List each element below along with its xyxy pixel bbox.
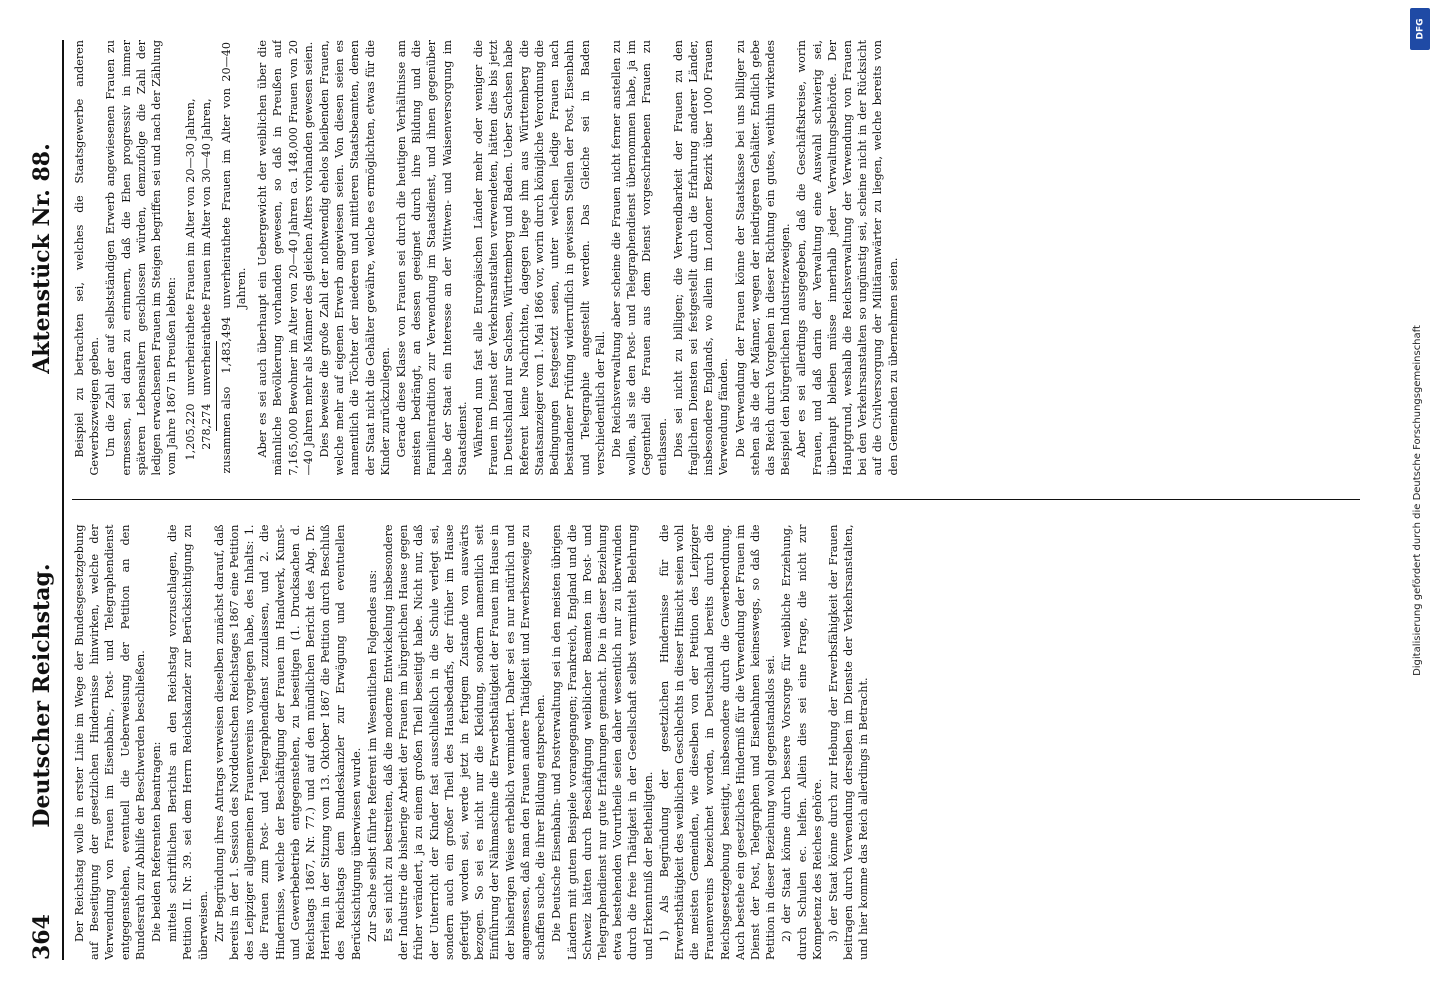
paragraph: 2) der Staat könne durch bessere Vorsorge für weibliche Erziehung, durch Schulen ec. helfen. Allein dies sei eine Frage, die nicht zur Kompetenz des Reiches gehöre.	[780, 524, 824, 960]
paragraph: Der Reichstag wolle in erster Linie im Wege der Bundesgesetzgebung auf Beseitigung der gesetzlichen Hindernisse hinwirken, welche der Verwendung von Frauen im Eisenbahn-, Post- und Telegraphendienst entgegenstehen, eventuell die Ueberweisung der Petition an den Bundesrath zur Abhilfe der Beschwerden beschließen.	[73, 524, 147, 960]
page-number: 364	[29, 914, 55, 960]
paragraph: Die Reichsverwaltung aber scheine die Frauen nicht ferner anstellen zu wollen, als sie den Post- und Telegraphendienst übernommen habe, ja im Gegentheil die Frauen aus dem Dienst vorgeschriebenen Frauen zu entlassen.	[609, 40, 669, 476]
column-left	[72, 525, 1360, 961]
table-text: unverheirathete Frauen im Alter von 30—40 Jahren,	[199, 98, 213, 396]
sum-rule	[216, 342, 217, 432]
paragraph: Die Verwendung der Frauen könne der Staatskasse bei uns billiger zu stehen als die der Männer, wegen der niedrigeren Gehälter. Endlich gebe das Reich durch Vorgehen in dieser Richtung ein gutes, weithin wirkendes Beispiel den bürgerlichen Industriezweigen.	[733, 40, 793, 476]
dfg-logo-text: DFG	[1415, 18, 1426, 40]
table-text: unverheirathete Frauen im Alter von 20—40 Jahren.	[219, 42, 249, 309]
paragraph: Dies beweise die große Zahl der nothwendig ehelos bleibenden Frauen, welche mehr auf eigenen Erwerb angewiesen seien. Von diesen seien es namentlich die Töchter der niederen und mittleren Staatsbeamten, denen der Staat nicht die Gehälter gewähre, welche es ermöglichten, etwas für die Kinder zurückzulegen.	[318, 40, 392, 476]
paragraph: Zur Sache selbst führte Referent im Wesentlichen Folgendes aus:	[365, 569, 379, 942]
table-row	[199, 40, 214, 476]
paragraph: mittels schriftlichen Berichts an den Reichstag vorzuschlagen, die Petition II. Nr. 39. sei dem Herrn Reichskanzler zur Berücksichtigung zu überweisen.	[166, 524, 210, 960]
page-header	[22, 40, 64, 960]
table-number: 278,274	[199, 403, 213, 450]
paragraph: 3) der Staat könne durch zur Hebung der Erwerbsfähigkeit der Frauen beitragen durch Verwendung derselben im Dienste der Verkehrsanstalten, und hier komme das Reich allerdings in Betracht.	[826, 524, 871, 960]
paragraph: Beispiel zu betrachten sei, welches die Staatsgewerbe anderen Gewerbszweigen geben.	[73, 40, 102, 476]
paragraph: Aber es sei allerdings ausgegeben, daß die Geschäftskreise, worin Frauen, und daß darin der Verwaltung eine Auswahl schwierig sei, überhaupt bleiben müsse innerhalb jeder Verwaltungsbehörde. Der Hauptgrund, weshalb die Reichsverwaltung der Verwendung von Frauen bei den Verkehrsanstalten so ungünstig sei, scheine nicht in der Rücksicht auf die Civilversorgung der Militäranwärter zu liegen, welche bereits von den Gemeinden zu übernehmen seien.	[795, 40, 900, 476]
paragraph: Aber es sei auch überhaupt ein Uebergewicht der weiblichen über die männliche Bevölkerung vorhanden gewesen, so daß in Preußen auf 7,165,000 Bewohner im Alter von 20—40 Jahren ca. 148,000 Frauen von 20—40 Jahren mehr als Männer des gleichen Alters vorhanden gewesen seien.	[256, 40, 315, 476]
paragraph: 1) Als Begründung der gesetzlichen Hindernisse für die Erwerbsthätigkeit des weiblichen Geschlechts in dieser Hinsicht seien wohl die meisten Gemeinden, wie dieselben von der Petition des Leipziger Frauenvereins bezeichnet worden, in Deutschland bereits durch die Reichsgesetzgebung beseitigt, insbesondere durch die Gewerbeordnung. Auch bestehe ein gesetzliches Hinderniß für die Verwendung der Frauen im Dienst der Post, Telegraphen und Eisenbahnen keineswegs, so daß die Petition in dieser Beziehung wohl gegenstandslos sei.	[657, 524, 778, 960]
statistics-table	[183, 40, 249, 476]
paragraph: Um die Zahl der auf selbstständigen Erwerb angewiesenen Frauen zu ermessen, sei daran zu erinnern, daß die Ehen progressiv in immer späteren Lebensaltern geschlossen würden, demzufolge die Zahl der ledigen erwachsenen Frauen im Steigen begriffen sei und nach der Zählung vom Jahre 1867 in Preußen lebten:	[104, 40, 179, 476]
paragraph: Dies sei nicht zu billigen; die Verwendbarkeit der Frauen zu den fraglichen Diensten sei festgestellt durch die Erfahrung anderer Länder, insbesondere Englands, wo allein im Londoner Bezirk über 1000 Frauen Verwendung fänden.	[671, 40, 731, 476]
table-number: 1,205,220	[184, 403, 198, 461]
credit-text: Digitalisierung gefördert durch die Deutsche Forschungsgemeinschaft	[1411, 324, 1423, 676]
paragraph: Die beiden Referenten beantragen:	[150, 741, 164, 942]
table-row	[183, 40, 198, 476]
table-number: 1,483,494	[219, 316, 233, 374]
text-columns	[72, 40, 1360, 960]
paragraph: Zur Begründung ihres Antrags verweisen dieselben zunächst darauf, daß bereits in der 1. Session des Norddeutschen Reichstages 1867 eine Petition des Leipziger allgemeinen Frauenvereins vorgelegen habe, des Inhalts: 1. die Frauen zum Post- und Telegraphendienst zuzulassen, und 2. die Hindernisse, welche der Beschäftigung der Frauen im Handwerk, Kunst- und Gewerbebetrieb entgegenstehen, zu beseitigen (1. Drucksachen d. Reichstags 1867, Nr. 77.) und auf den mündlichen Bericht des Abg. Dr. Herrlein in der Sitzung vom 13. Oktober 1867 die Petition durch Beschluß des Reichstags dem Bundeskanzler zur Erwägung und eventuellen Berücksichtigung überwiesen wurde.	[212, 524, 363, 960]
column-right	[72, 40, 1360, 476]
paragraph: Während nun fast alle Europäischen Länder mehr oder weniger die Frauen im Dienst der Verkehrsanstalten verwendeten, hätten dies bis jetzt in Deutschland nur Sachsen, Württemberg und Baden. Ueber Sachsen habe Referent keine Nachrichten, dagegen liege ihm aus Württemberg die Staatsanzeiger vom 1. Mai 1866 vor, worin durch königliche Verordnung die Bedingungen festgesetzt seien, unter welchen ledige Frauen nach bestandener Prüfung widerruflich in gewissen Stellen der Post, Eisenbahn und Telegraphie angestellt werden. Das Gleiche sei in Baden verschiedentlich der Fall.	[472, 40, 607, 476]
paragraph: Es sei nicht zu bestreiten, daß die moderne Entwickelung insbesondere der Industrie die bisherige Arbeit der Frauen im bürgerlichen Hause gegen früher verändert, ja zu einem großen Theil beseitigt habe. Nicht nur, daß der Unterricht der Kinder fast ausschließlich in die Schule verlegt sei, sondern auch ein großer Theil des Hausbedarfs, der früher im Hause gefertigt worden sei, werde jetzt in fertigem Zustande von auswärts bezogen. So sei es nicht nur die Kleidung, sondern namentlich seit Einführung der Nähmaschine die Erwerbsthätigkeit der Frauen im Hause in der bisherigen Weise erheblich vermindert. Daher sei es nur natürlich und angemessen, daß man den Frauen andere Thätigkeit und Erwerbszweige zu schaffen suche, die ihrer Bildung entsprechen.	[382, 524, 548, 960]
left-header-title: Deutscher Reichstag.	[29, 563, 55, 828]
table-row	[219, 40, 249, 476]
table-text: unverheirathete Frauen im Alter von 20—30 Jahren,	[184, 98, 198, 396]
right-header-title: Aktenstück Nr. 88.	[29, 143, 55, 374]
paragraph: Gerade diese Klasse von Frauen sei durch die heutigen Verhältnisse am meisten bedrängt, an dessen geeignet durch ihre Bildung und die Familientradition zur Verwendung im Staatsdienst, und ihnen gegenüber habe der Staat ein Interesse an der Wittwen- und Waisenversorgung im Staatsdienst.	[395, 40, 469, 476]
digitization-credit	[1406, 0, 1428, 1000]
column-divider	[72, 500, 1360, 501]
table-sum-label: zusammen also	[219, 386, 233, 474]
paragraph: Die Deutsche Eisenbahn- und Postverwaltung sei in den meisten übrigen Ländern mit gutem Beispiele vorangegangen; Frankreich, England und die Schweiz hätten durch Beschäftigung weiblicher Beamten im Post- und Telegraphendienst nur gute Erfahrungen gemacht. Die in dieser Beziehung etwa bestehenden Vorurtheile seien daher wesentlich nur zu überwinden durch die freie Thätigkeit in der Gesellschaft selbst vermittelt Belehrung und Erkenntniß der Betheiligten.	[550, 524, 655, 960]
